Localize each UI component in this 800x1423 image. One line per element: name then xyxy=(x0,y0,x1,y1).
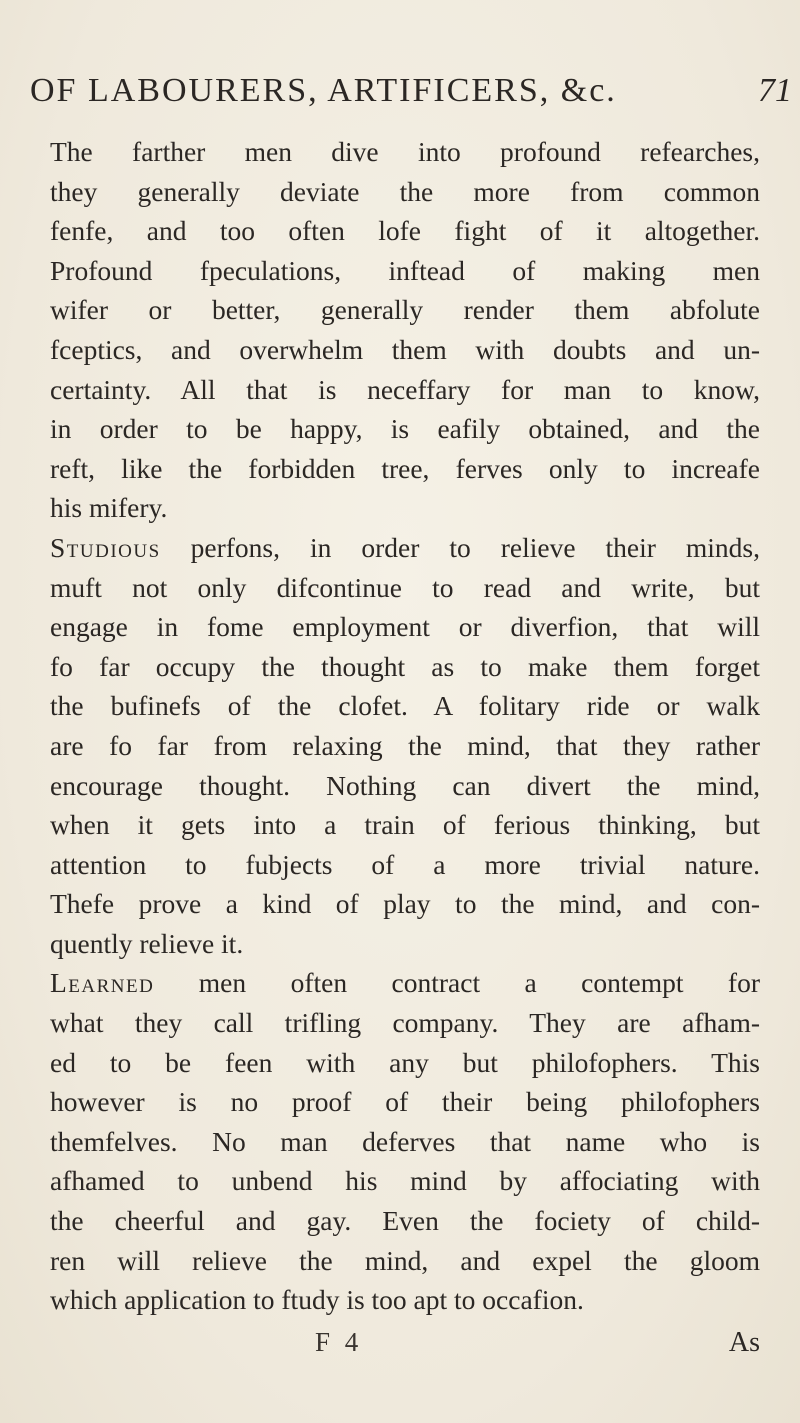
text-line: afhamed to unbend his mind by affociating with xyxy=(50,1165,760,1197)
text-line: ren will relieve the mind, and expel the gloom xyxy=(50,1244,760,1276)
text-line: in order to be happy, is eafily obtained, and the xyxy=(50,413,760,445)
text-line: what they call trifling company. They are afham- xyxy=(50,1007,760,1039)
text-line: are fo far from relaxing the mind, that they rather xyxy=(50,729,760,761)
text-line xyxy=(50,963,760,1003)
text-line: they generally deviate the more from common xyxy=(50,175,760,207)
text-line: themfelves. No man deferves that name who is xyxy=(50,1125,760,1157)
text-line: the cheerful and gay. Even the fociety of child- xyxy=(50,1205,760,1237)
page-header xyxy=(30,72,792,118)
text-line: quently relieve it. xyxy=(50,927,244,959)
text-line: however is no proof of their being philofophers xyxy=(50,1086,760,1118)
signature-mark: F 4 xyxy=(315,1327,363,1357)
text-line: when it gets into a train of ferious thinking, but xyxy=(50,809,760,841)
text-line: Thefe prove a kind of play to the mind, and con- xyxy=(50,888,760,920)
paragraph-lead-word: Studious xyxy=(50,531,161,563)
text-line: engage in fome employment or diverfion, that will xyxy=(50,611,760,643)
text-line: wifer or better, generally render them abfolute xyxy=(50,294,760,326)
catchword: As xyxy=(728,1327,760,1358)
text-line: fceptics, and overwhelm them with doubts and un- xyxy=(50,333,760,365)
text-line: reft, like the forbidden tree, ferves only to increafe xyxy=(50,452,760,484)
text-line: which application to ftudy is too apt to occafion. xyxy=(50,1284,584,1316)
text-line: his mifery. xyxy=(50,492,168,524)
body-text xyxy=(50,132,760,1320)
page-footer xyxy=(50,1327,760,1367)
text-line-rest: perfons, in order to relieve their minds, xyxy=(160,531,760,563)
text-line: The farther men dive into profound refearches, xyxy=(50,136,760,167)
text-line: certainty. All that is neceffary for man to know, xyxy=(50,373,760,405)
text-line: the bufinefs of the clofet. A folitary ride or walk xyxy=(50,690,760,722)
paragraph xyxy=(50,132,760,528)
page-number: 71 xyxy=(758,72,792,109)
paragraph xyxy=(50,963,760,1319)
text-line: attention to fubjects of a more trivial nature. xyxy=(50,848,760,880)
text-line: Profound fpeculations, inftead of making men xyxy=(50,254,760,286)
text-line: encourage thought. Nothing can divert the mind, xyxy=(50,769,760,801)
text-line: ed to be feen with any but philofophers. This xyxy=(50,1046,760,1078)
paragraph xyxy=(50,528,760,964)
text-line: fo far occupy the thought as to make them forget xyxy=(50,650,760,682)
text-line-rest: men often contract a contempt for xyxy=(154,967,760,999)
text-line: fenfe, and too often lofe fight of it altogether. xyxy=(50,215,760,247)
paragraph-lead-word: Learned xyxy=(50,967,155,999)
text-line: muft not only difcontinue to read and write, but xyxy=(50,571,760,603)
running-head: OF LABOURERS, ARTIFICERS, &c. xyxy=(30,72,617,109)
text-line xyxy=(50,528,760,568)
